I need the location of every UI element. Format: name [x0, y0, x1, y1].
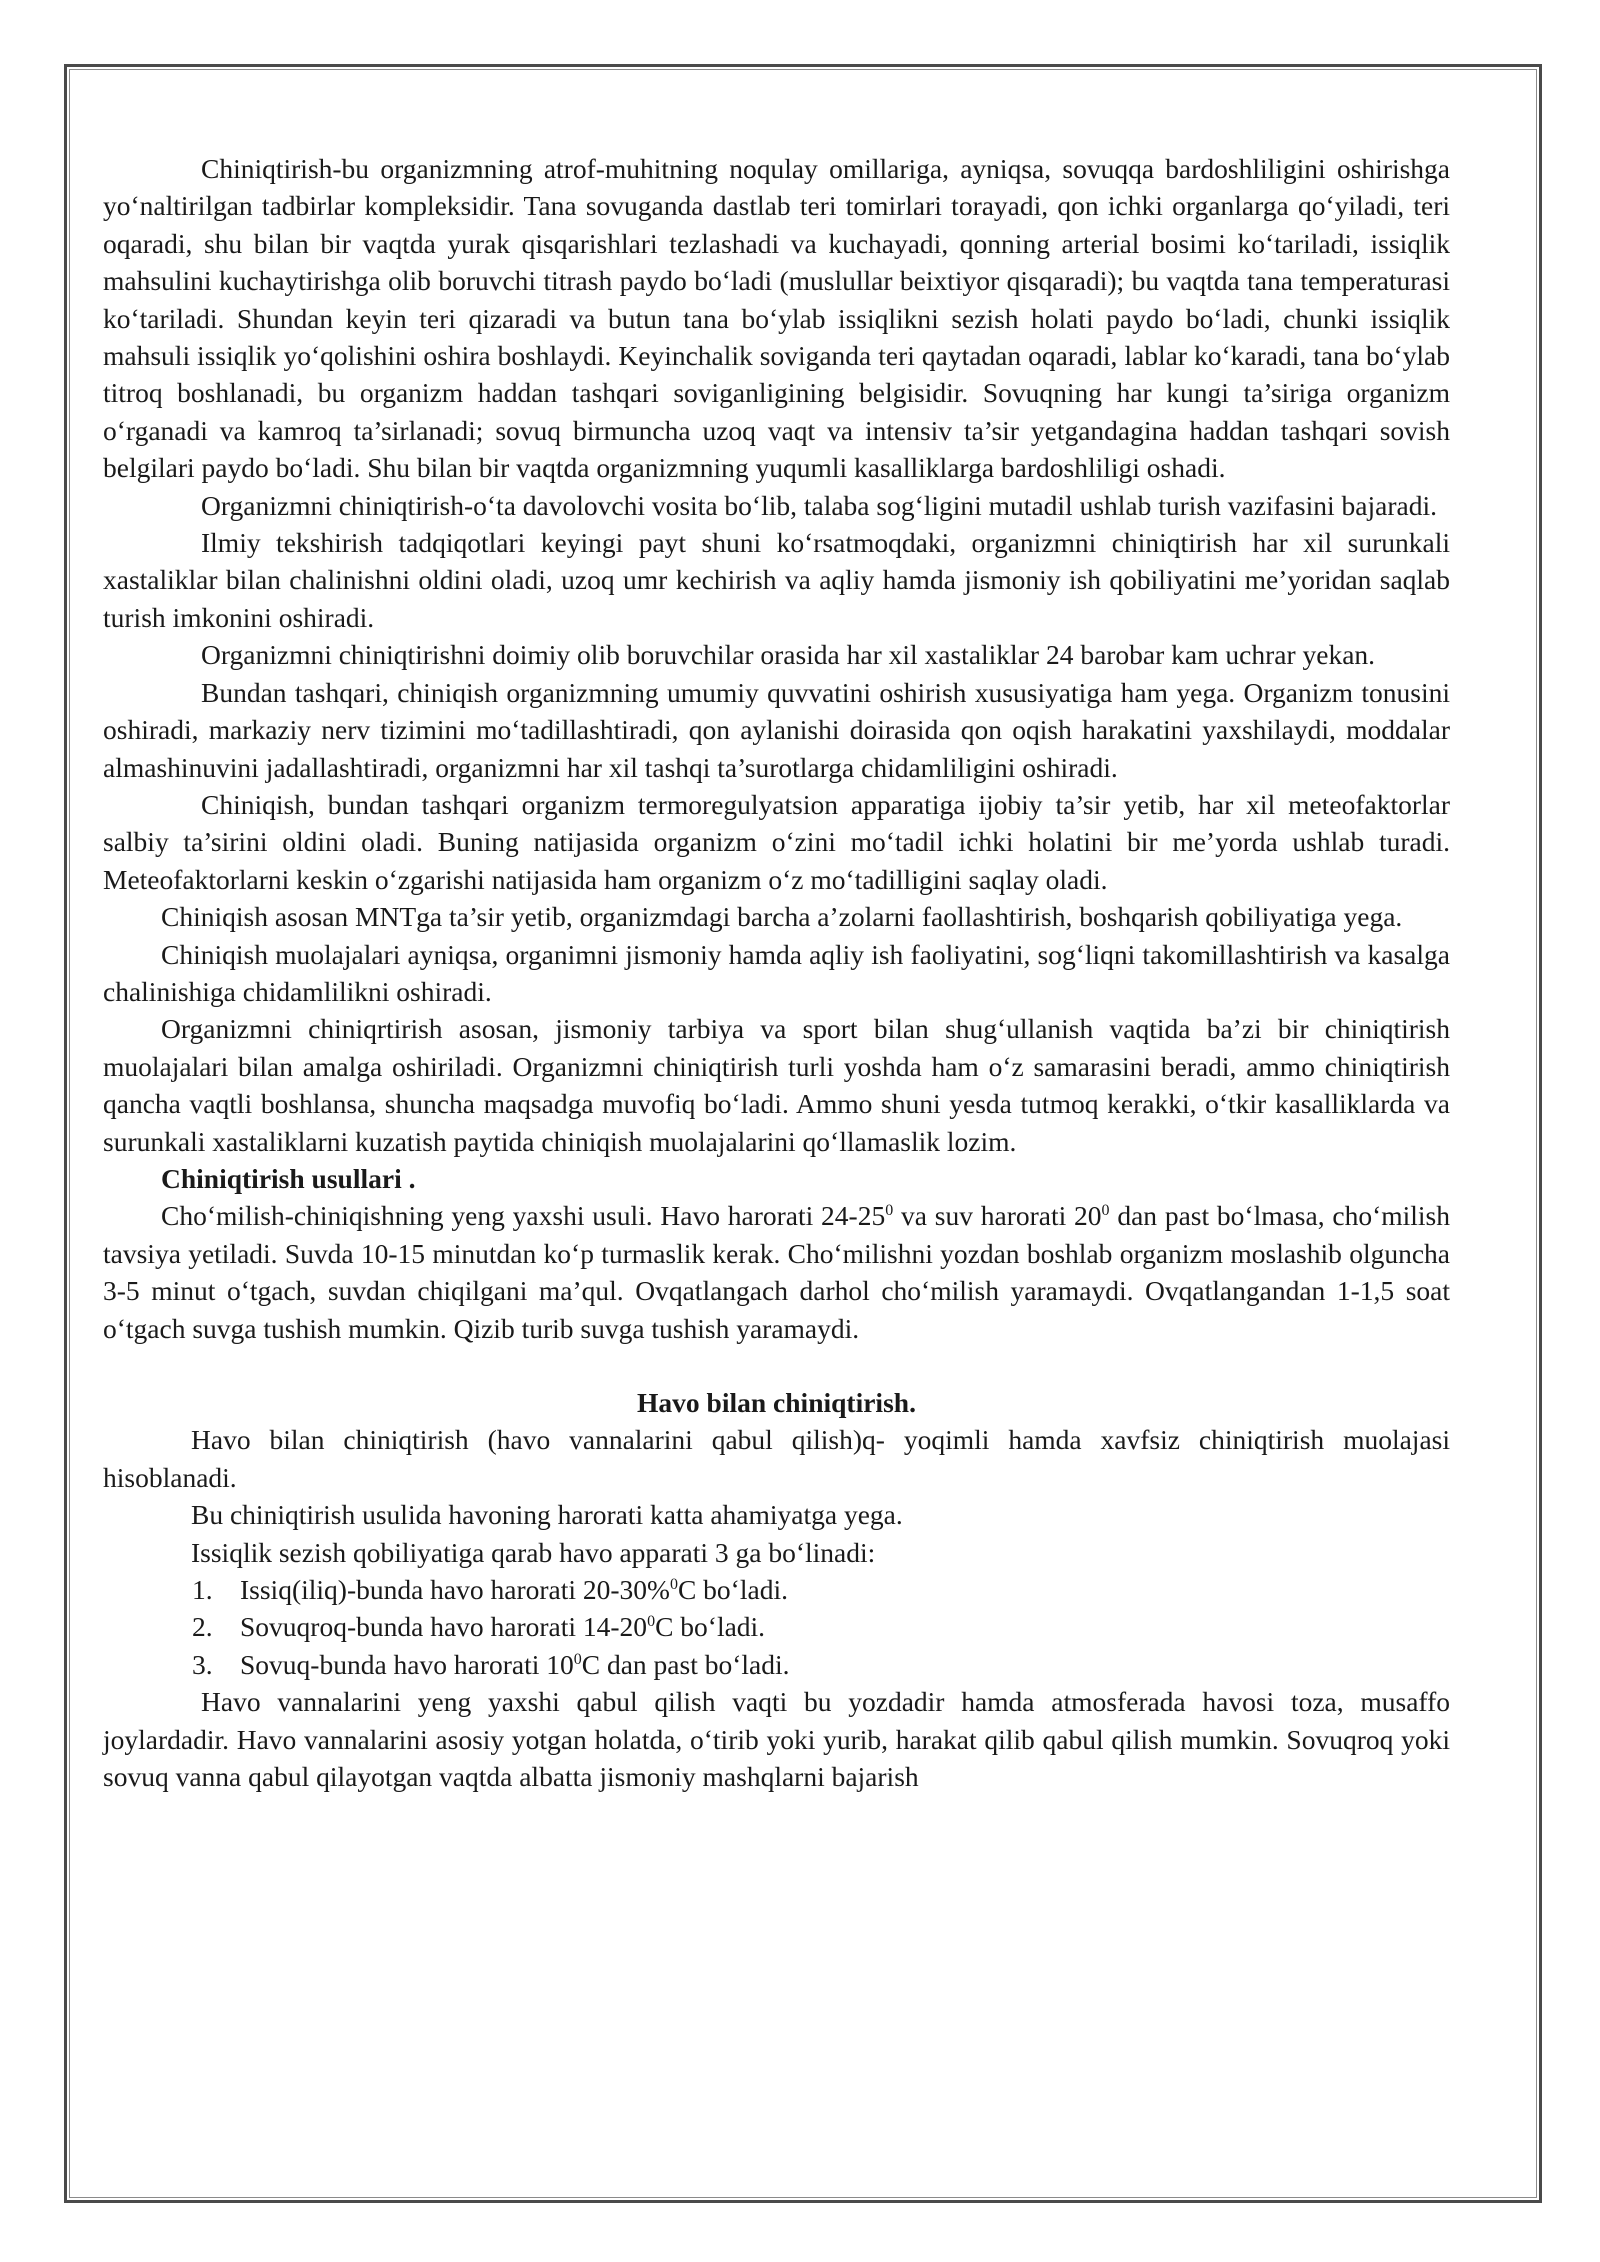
paragraph-sport: Organizmni chiniqrtirish asosan, jismoniy tarbiya va sport bilan shug‘ullanish vaqtida ba’zi bir chiniqtirish muolajalari bilan amalga oshiriladi. Organizmni chiniqtirish turli yoshda ham o‘z samarasini beradi, ammo chiniqtirish qancha vaqtli boshlansa, shuncha maqsadga muvofiq bo‘ladi. Ammo shuni yesda tutmoq kerakki, o‘tkir kasalliklarda va surunkali xastaliklarni kuzatish paytida chiniqish muolajalarini qo‘llamaslik lozim. — [103, 1013, 1450, 1157]
paragraph-intro: Chiniqtirish-bu organizmning atrof-muhitning noqulay omillariga, ayniqsa, sovuqqa bardoshliligini oshirishga yo‘naltirilgan tadbirlar kompleksidir. Tana sovuganda dastlab teri tomirlari torayadi, qon ichki organlarga qo‘yiladi, teri oqaradi, shu bilan bir vaqtda yurak qisqarishlari tezlashadi va kuchayadi, qonning arterial bosimi ko‘tariladi, issiqlik mahsulini kuchaytirishga olib boruvchi titrash paydo bo‘ladi (muslullar beixtiyor qisqaradi); bu vaqtda tana temperaturasi ko‘tariladi. Shundan keyin teri qizaradi va butun tana bo‘ylab issiqlikni sezish holati paydo bo‘ladi, chunki issiqlik mahsuli issiqlik yo‘qolishini oshira boshlaydi. Keyinchalik soviganda teri qaytadan oqaradi, lablar ko‘karadi, tana bo‘ylab titroq boshlanadi, bu organizm haddan tashqari soviganligining belgisidir. Sovuqning har kungi ta’siriga organizm o‘rganadi va kamroq ta’sirlanadi; sovuq birmuncha uzoq vaqt va intensiv ta’sir yetgandagina haddan tashqari sovish belgilari paydo bo‘ladi. Shu bilan bir vaqtda organizmning yuqumli kasalliklarga bardoshliligi oshadi. — [103, 153, 1450, 484]
paragraph-bathing: Cho‘milish-chiniqishning yeng yaxshi usuli. Havo harorati $24-25^0$ va suv harorati $20^0$ dan past bo‘lmasa, cho‘milish tavsiya yetiladi. Suvda 10-15 minutdan ko‘p turmaslik kerak. Cho‘milishni yozdan boshlab organizm moslashib olguncha 3-5 minut o‘tgach, suvdan chiqilgani ma’qul. Ovqatlangach darhol cho‘milish yaramaydi. Ovqatlangandan 1-1,5 soat o‘tgach suvga tushish mumkin. Qizib turib suvga tushish yaramaydi. — [103, 1200, 1451, 1344]
heading-air-hardening: Havo bilan chiniqtirish. — [637, 1387, 916, 1418]
paragraph-air-temperature: Bu chiniqtirish usulida havoning harorati katta ahamiyatga yega. — [191, 1499, 903, 1531]
paragraph-statistics: Organizmni chiniqtirishni doimiy olib boruvchilar orasida har xil xastaliklar 24 barobar kam uchrar yekan. — [201, 639, 1376, 671]
paragraph-air-classification: Issiqlik sezish qobiliyatiga qarab havo apparati 3 ga bo‘linadi: — [191, 1536, 876, 1568]
list-item: 2. Sovuqroq-bunda havo harorati $14-20^0C$ bo‘ladi. — [192, 1611, 766, 1643]
list-item: 1. Issiq(iliq)-bunda havo harorati 20-30%$^0$C bo‘ladi. — [192, 1574, 788, 1606]
paragraph-procedures: Chiniqish muolajalari ayniqsa, organimni jismoniy hamda aqliy ish faoliyatini, sog‘liqni takomillashtirish va kasalga chalinishiga chidamlilikni oshiradi. — [103, 938, 1450, 1007]
paragraph-general-strength: Bundan tashqari, chiniqish organizmning umumiy quvvatini oshirish xususiyatiga ham yega. Organizm tonusini oshiradi, markaziy nerv tizimini mo‘tadillashtiradi, qon aylanishi doirasida qon oqish harakatini yaxshilaydi, moddalar almashinuvini jadallashtiradi, organizmni har xil tashqi ta’surotlarga chidamliligini oshiradi. — [103, 676, 1450, 783]
document-body — [103, 150, 1450, 1795]
subheading-methods: Chiniqtirish usullari . — [161, 1162, 416, 1194]
list-item: 3. Sovuq-bunda havo harorati $10^0C$ dan past bo‘ladi. — [192, 1648, 790, 1680]
paragraph-mnt: Chiniqish asosan MNTga ta’sir yetib, organizmdagi barcha a’zolarni faollashtirish, boshqarish qobiliyatiga yega. — [161, 901, 1403, 933]
temperature-list — [103, 1571, 1450, 1683]
blank-line — [103, 1347, 1450, 1384]
paragraph-research: Ilmiy tekshirish tadqiqotlari keyingi payt shuni ko‘rsatmoqdaki, organizmni chiniqtirish har xil surunkali xastaliklar bilan chalinishni oldini oladi, uzoq umr kechirish va aqliy hamda jismoniy ish qobiliyatini me’yoridan saqlab turish imkonini oshiradi. — [103, 527, 1450, 633]
paragraph-air-intro: Havo bilan chiniqtirish (havo vannalarini qabul qilish)q- yoqimli hamda xavfsiz chiniqtirish muolajasi hisoblanadi. — [103, 1424, 1450, 1493]
paragraph-thermoregulation: Chiniqish, bundan tashqari organizm termoregulyatsion apparatiga ijobiy ta’sir yetib, har xil meteofaktorlar salbiy ta’sirini oldini oladi. Buning natijasida organizm o‘zini mo‘tadil ichki holatini bir me’yorda ushlab turadi. Meteofaktorlarni keskin o‘zgarishi natijasida ham organizm o‘z mo‘tadilligini saqlay oladi. — [103, 788, 1450, 895]
paragraph-healing-tool: Organizmni chiniqtirish-o‘ta davolovchi vosita bo‘lib, talaba sog‘ligini mutadil ushlab turish vazifasini bajaradi. — [201, 489, 1437, 521]
paragraph-air-baths: Havo vannalarini yeng yaxshi qabul qilish vaqti bu yozdadir hamda atmosferada havosi toza, musaffo joylardadir. Havo vannalarini asosiy yotgan holatda, o‘tirib yoki yurib, harakat qilib qabul qilish mumkin. Sovuqroq yoki sovuq vanna qabul qilayotgan vaqtda albatta jismoniy mashqlarni bajarish — [103, 1686, 1450, 1793]
